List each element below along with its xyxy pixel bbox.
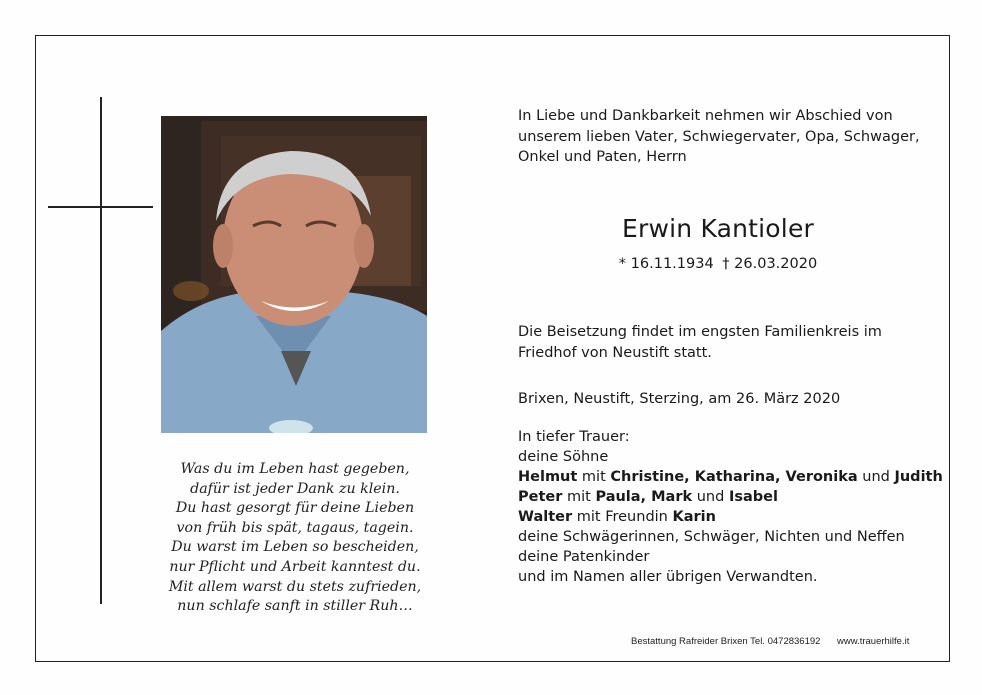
mourner-line: Peter mit Paula, Mark und Isabel: [518, 489, 778, 505]
burial-text: [518, 322, 882, 363]
website-link[interactable]: www.trauerhilfe.it: [837, 636, 910, 647]
funeral-home-info: Bestattung Rafreider Brixen Tel. 0472836192: [631, 636, 821, 647]
burial-line: Die Beisetzung findet im engsten Familienkreis im: [518, 324, 882, 340]
place-date: Brixen, Neustift, Sterzing, am 26. März 2020: [518, 391, 841, 407]
mourner-line: Helmut mit Christine, Katharina, Veronika und Judith: [518, 469, 943, 485]
relatives-line: und im Namen aller übrigen Verwandten.: [518, 569, 818, 585]
mourner-line: Walter mit Freundin Karin: [518, 509, 716, 525]
intro-text: [518, 106, 920, 168]
portrait-photo: [161, 116, 427, 433]
deceased-name: Erwin Kantioler: [621, 214, 815, 243]
mourners-list: [518, 427, 943, 587]
godchildren-line: deine Patenkinder: [518, 549, 650, 565]
intro-line: Onkel und Paten, Herrn: [518, 149, 687, 165]
intro-line: unserem lieben Vater, Schwiegervater, Opa, Schwager,: [518, 128, 920, 145]
cross-icon-bar: [48, 206, 153, 208]
poem-line: dafür ist jeder Dank zu klein.: [190, 480, 400, 497]
poem-line: Mit allem warst du stets zufrieden,: [168, 578, 422, 595]
intro-line: In Liebe und Dankbarkeit nehmen wir Abschied von: [518, 108, 893, 124]
poem-line: Du hast gesorgt für deine Lieben: [175, 500, 415, 517]
life-dates: [518, 256, 918, 272]
poem-line: nur Pflicht und Arbeit kanntest du.: [169, 558, 421, 575]
mourners-heading: In tiefer Trauer:: [518, 429, 630, 445]
poem-line: nun schlafe sanft in stiller Ruh…: [177, 598, 413, 615]
poem: [150, 460, 440, 617]
burial-line: Friedhof von Neustift statt.: [518, 344, 712, 361]
poem-line: Was du im Leben hast gegeben,: [180, 461, 410, 477]
poem-line: Du warst im Leben so bescheiden,: [171, 539, 419, 556]
inlaws-line: deine Schwägerinnen, Schwäger, Nichten und Neffen: [518, 529, 905, 545]
sons-label: deine Söhne: [518, 449, 609, 465]
poem-line: von früh bis spät, tagaus, tagein.: [176, 519, 414, 536]
death-date: † 26.03.2020: [722, 256, 818, 272]
cross-icon: [100, 97, 102, 604]
birth-date: * 16.11.1934: [618, 256, 714, 272]
